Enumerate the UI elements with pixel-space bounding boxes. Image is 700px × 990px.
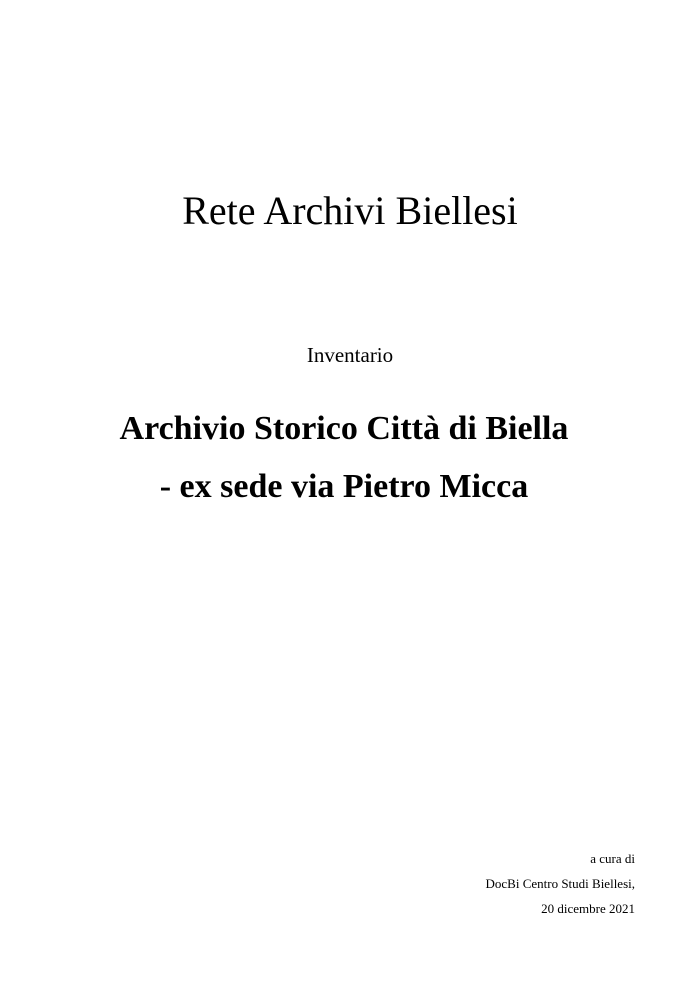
credits-curated-by: a cura di: [590, 851, 635, 866]
credits-organization: DocBi Centro Studi Biellesi,: [485, 876, 635, 891]
archive-title-line-1: Archivio Storico Città di Biella: [119, 410, 569, 447]
archive-main-title: [0, 400, 694, 516]
credits-block: [486, 846, 636, 921]
archive-title-line-2: - ex sede via Pietro Micca: [159, 468, 529, 505]
network-title: Rete Archivi Biellesi: [182, 188, 518, 233]
credits-date: 20 dicembre 2021: [541, 901, 635, 916]
document-type-label: Inventario: [306, 343, 394, 367]
